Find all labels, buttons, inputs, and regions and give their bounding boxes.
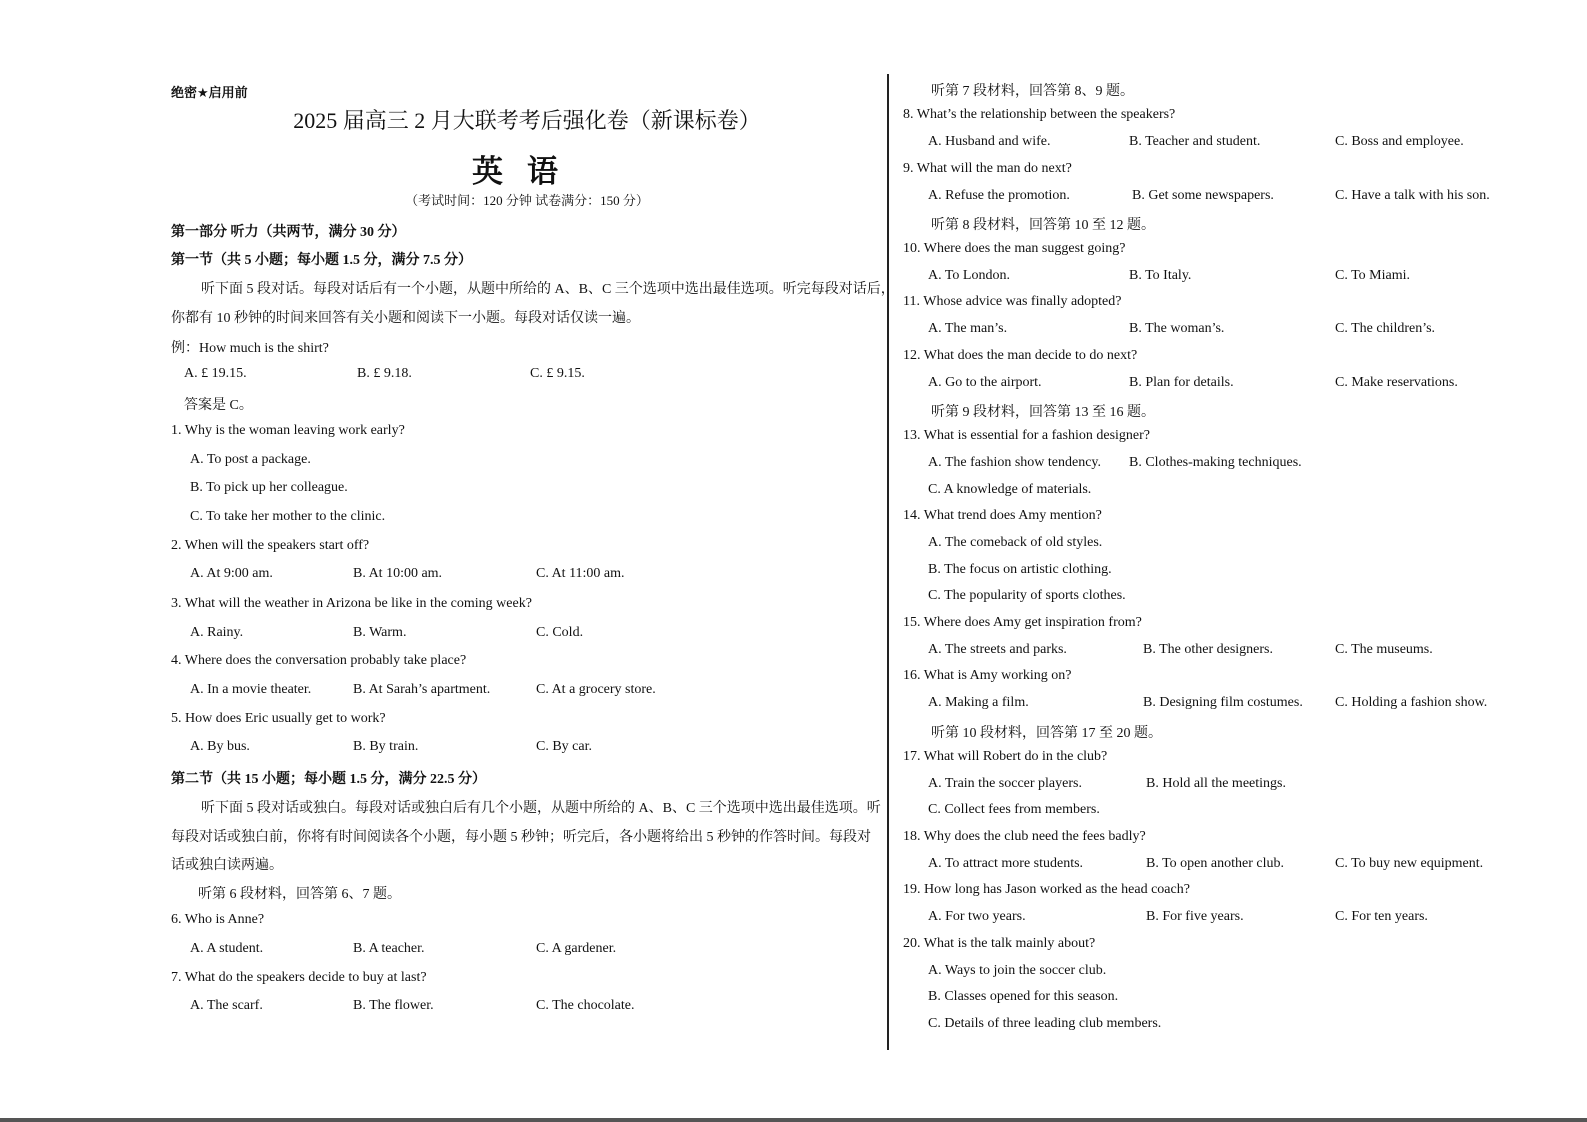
question-9: 9. What will the man do next? [903, 161, 1072, 176]
question-20-option-b: B. Classes opened for this season. [928, 989, 1119, 1004]
column-divider [887, 74, 889, 1050]
question-15-option-a: A. The streets and parks. [928, 642, 1067, 657]
question-4-option-b: B. At Sarah’s apartment. [353, 682, 491, 697]
section2-instructions-line2: 每段对话或独白前，你将有时间阅读各个小题，每小题 5 秒钟；听完后，各小题将给出 5 秒钟的作答时间。每段对 [171, 830, 871, 845]
question-2-option-a: A. At 9:00 am. [190, 566, 273, 581]
question-8-option-b: B. Teacher and student. [1129, 134, 1261, 149]
question-18-option-a: A. To attract more students. [928, 856, 1084, 871]
question-6-option-a: A. A student. [190, 941, 264, 956]
section2-instructions-line3: 话或独白读两遍。 [171, 858, 283, 873]
material-7-label: 听第 7 段材料，回答第 8、9 题。 [931, 84, 1134, 99]
question-12-option-b: B. Plan for details. [1129, 375, 1234, 390]
question-16: 16. What is Amy working on? [903, 668, 1072, 683]
question-11: 11. Whose advice was finally adopted? [903, 294, 1122, 309]
question-3-option-b: B. Warm. [353, 625, 407, 640]
question-10-option-c: C. To Miami. [1335, 268, 1410, 283]
question-7-option-a: A. The scarf. [190, 998, 263, 1013]
question-8-option-a: A. Husband and wife. [928, 134, 1051, 149]
question-19-option-c: C. For ten years. [1335, 909, 1428, 924]
question-3-option-c: C. Cold. [536, 625, 584, 640]
question-5-option-c: C. By car. [536, 739, 592, 754]
material-8-label: 听第 8 段材料，回答第 10 至 12 题。 [931, 218, 1155, 233]
question-16-option-a: A. Making a film. [928, 695, 1029, 710]
question-9-option-c: C. Have a talk with his son. [1335, 188, 1490, 203]
question-5-option-a: A. By bus. [190, 739, 250, 754]
question-18: 18. Why does the club need the fees badly? [903, 829, 1146, 844]
question-6: 6. Who is Anne? [171, 912, 265, 927]
question-1-option-a: A. To post a package. [190, 452, 311, 467]
question-9-option-b: B. Get some newspapers. [1132, 188, 1274, 203]
question-14-option-a: A. The comeback of old styles. [928, 535, 1103, 550]
question-12-option-a: A. Go to the airport. [928, 375, 1042, 390]
question-17: 17. What will Robert do in the club? [903, 749, 1108, 764]
question-4-option-c: C. At a grocery store. [536, 682, 656, 697]
question-16-option-b: B. Designing film costumes. [1143, 695, 1303, 710]
question-12-option-c: C. Make reservations. [1335, 375, 1458, 390]
section2-title: 第二节（共 15 小题；每小题 1.5 分，满分 22.5 分） [171, 772, 486, 787]
material-6-label: 听第 6 段材料，回答第 6、7 题。 [198, 887, 401, 902]
question-7-option-b: B. The flower. [353, 998, 434, 1013]
question-1: 1. Why is the woman leaving work early? [171, 423, 405, 438]
question-13-option-b: B. Clothes-making techniques. [1129, 455, 1302, 470]
question-18-option-c: C. To buy new equipment. [1335, 856, 1484, 871]
question-19-option-a: A. For two years. [928, 909, 1026, 924]
example-option-a: A. £ 19.15. [184, 366, 247, 381]
question-17-option-c: C. Collect fees from members. [928, 802, 1100, 817]
question-17-option-b: B. Hold all the meetings. [1146, 776, 1286, 791]
question-13: 13. What is essential for a fashion designer? [903, 428, 1151, 443]
question-19-option-b: B. For five years. [1146, 909, 1244, 924]
question-11-option-a: A. The man’s. [928, 321, 1008, 336]
section1-instructions-line2: 你都有 10 秒钟的时间来回答有关小题和阅读下一小题。每段对话仅读一遍。 [171, 311, 640, 326]
question-2-option-b: B. At 10:00 am. [353, 566, 443, 581]
question-5-option-b: B. By train. [353, 739, 419, 754]
question-14: 14. What trend does Amy mention? [903, 508, 1102, 523]
question-14-option-c: C. The popularity of sports clothes. [928, 588, 1126, 603]
question-17-option-a: A. Train the soccer players. [928, 776, 1082, 791]
material-9-label: 听第 9 段材料，回答第 13 至 16 题。 [931, 405, 1155, 420]
question-7-option-c: C. The chocolate. [536, 998, 635, 1013]
question-20-option-a: A. Ways to join the soccer club. [928, 963, 1107, 978]
question-20: 20. What is the talk mainly about? [903, 936, 1096, 951]
confidential-label: 绝密★启用前 [171, 86, 248, 101]
question-8: 8. What’s the relationship between the speakers? [903, 107, 1176, 122]
question-12: 12. What does the man decide to do next? [903, 348, 1138, 363]
question-6-option-c: C. A gardener. [536, 941, 617, 956]
question-3-option-a: A. Rainy. [190, 625, 244, 640]
question-13-option-a: A. The fashion show tendency. [928, 455, 1102, 470]
question-16-option-c: C. Holding a fashion show. [1335, 695, 1488, 710]
question-7: 7. What do the speakers decide to buy at last? [171, 970, 427, 985]
subject-title: 英语 [472, 154, 582, 190]
question-19: 19. How long has Jason worked as the head coach? [903, 882, 1190, 897]
section1-instructions-line1: 听下面 5 段对话。每段对话后有一个小题，从题中所给的 A、B、C 三个选项中选出最佳选项。听完每段对话后， [201, 282, 895, 297]
question-20-option-c: C. Details of three leading club members. [928, 1016, 1162, 1031]
question-11-option-b: B. The woman’s. [1129, 321, 1225, 336]
question-10-option-b: B. To Italy. [1129, 268, 1192, 283]
page-bottom-edge [0, 1118, 1587, 1122]
question-15: 15. Where does Amy get inspiration from? [903, 615, 1142, 630]
section2-instructions-line1: 听下面 5 段对话或独白。每段对话或独白后有几个小题，从题中所给的 A、B、C 三个选项中选出最佳选项。听 [201, 801, 881, 816]
question-4: 4. Where does the conversation probably take place? [171, 653, 467, 668]
question-8-option-c: C. Boss and employee. [1335, 134, 1464, 149]
material-10-label: 听第 10 段材料，回答第 17 至 20 题。 [931, 726, 1162, 741]
question-6-option-b: B. A teacher. [353, 941, 425, 956]
example-option-b: B. £ 9.18. [357, 366, 412, 381]
question-14-option-b: B. The focus on artistic clothing. [928, 562, 1112, 577]
question-1-option-b: B. To pick up her colleague. [190, 480, 348, 495]
question-15-option-c: C. The museums. [1335, 642, 1433, 657]
exam-title: 2025 届高三 2 月大联考考后强化卷（新课标卷） [293, 108, 761, 133]
question-3: 3. What will the weather in Arizona be like in the coming week? [171, 596, 532, 611]
example-question: 例：How much is the shirt? [171, 341, 329, 356]
example-option-c: C. £ 9.15. [530, 366, 585, 381]
question-15-option-b: B. The other designers. [1143, 642, 1273, 657]
question-9-option-a: A. Refuse the promotion. [928, 188, 1070, 203]
question-2-option-c: C. At 11:00 am. [536, 566, 625, 581]
question-11-option-c: C. The children’s. [1335, 321, 1436, 336]
question-1-option-c: C. To take her mother to the clinic. [190, 509, 386, 524]
question-13-option-c: C. A knowledge of materials. [928, 482, 1092, 497]
question-4-option-a: A. In a movie theater. [190, 682, 312, 697]
section1-title: 第一节（共 5 小题；每小题 1.5 分，满分 7.5 分） [171, 253, 472, 268]
example-answer: 答案是 C。 [184, 398, 253, 413]
question-10: 10. Where does the man suggest going? [903, 241, 1126, 256]
part1-title: 第一部分 听力（共两节，满分 30 分） [171, 225, 406, 240]
question-10-option-a: A. To London. [928, 268, 1010, 283]
question-5: 5. How does Eric usually get to work? [171, 711, 386, 726]
question-2: 2. When will the speakers start off? [171, 538, 370, 553]
question-18-option-b: B. To open another club. [1146, 856, 1284, 871]
exam-info: （考试时间：120 分钟 试卷满分：150 分） [405, 193, 649, 208]
